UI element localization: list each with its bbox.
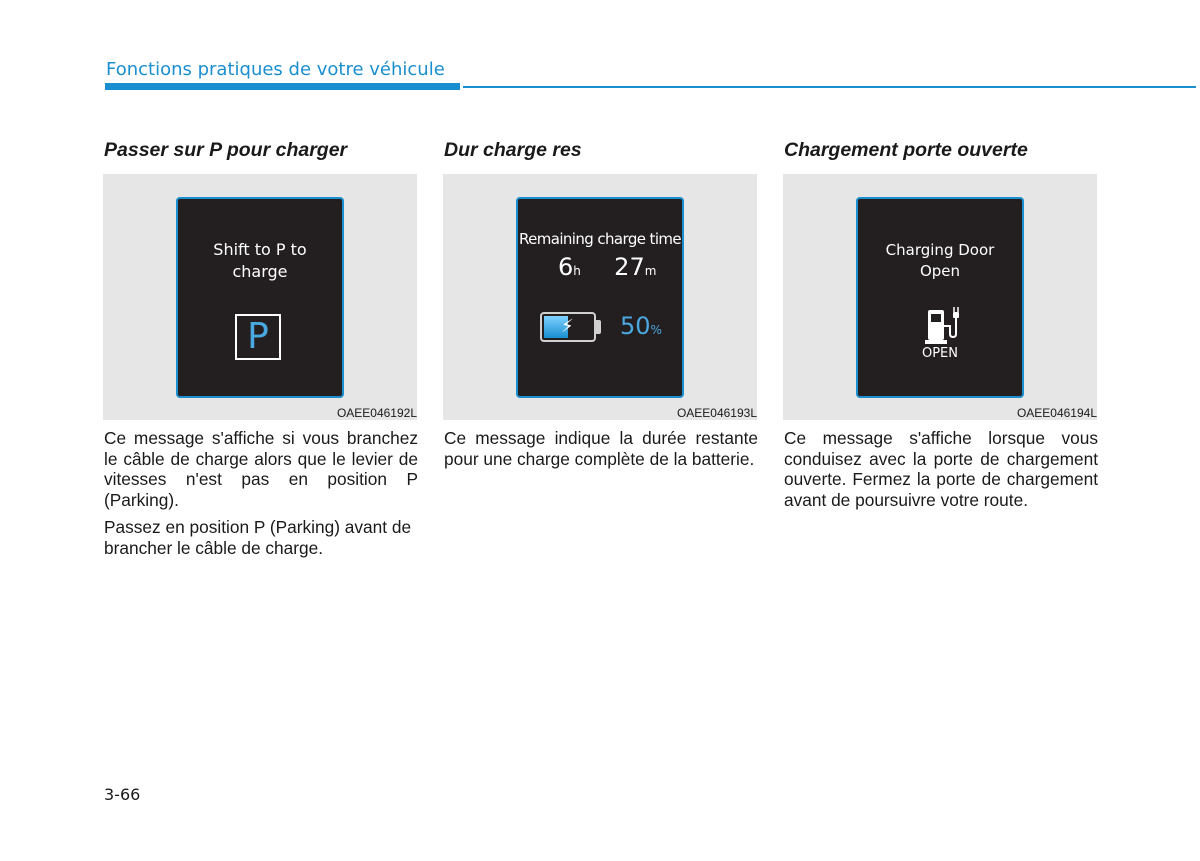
- park-gear-icon: P: [235, 314, 281, 360]
- minutes-unit: m: [644, 264, 657, 278]
- message-line-2: charge: [232, 262, 288, 281]
- hours-unit: h: [573, 264, 581, 278]
- section-title: Passer sur P pour charger: [104, 139, 348, 161]
- paragraph: Ce message indique la durée restante pour une charge complète de la batterie.: [444, 428, 758, 469]
- figure-code: OAEE046193L: [676, 406, 757, 420]
- section-description: [444, 428, 758, 476]
- figure-code: OAEE046194L: [1016, 406, 1097, 420]
- message-line-1: Charging Door: [885, 241, 995, 259]
- paragraph: Ce message s'affiche lorsque vous conduisez avec la porte de chargement ouverte. Fermez la porte de chargement avant de poursuivre votre route.: [784, 428, 1098, 510]
- header-accent-bar: [105, 83, 460, 90]
- paragraph: Ce message s'affiche si vous branchez le câble de charge alors que le levier de vitesses n'est pas en position P (Parking).: [104, 428, 418, 510]
- message-line-2: Open: [919, 262, 961, 280]
- figure-charging-door-open: [783, 174, 1097, 420]
- cluster-display: [176, 197, 344, 398]
- figure-code: OAEE046192L: [336, 406, 417, 420]
- charging-station-icon: [922, 304, 962, 348]
- battery-terminal: [596, 320, 601, 334]
- percent-unit: %: [650, 323, 662, 337]
- section-description: [784, 428, 1098, 517]
- cluster-display: [516, 197, 684, 398]
- figure-shift-to-p: [103, 174, 417, 420]
- minutes-value: 27: [614, 253, 645, 281]
- header-rule: [463, 86, 1196, 88]
- section-description: [104, 428, 418, 565]
- message-line-1: Shift to P to: [213, 240, 307, 259]
- paragraph: Passez en position P (Parking) avant de brancher le câble de charge.: [104, 517, 412, 558]
- section-remaining-charge: [444, 138, 758, 469]
- header-title: Fonctions pratiques de votre véhicule: [106, 59, 445, 80]
- remaining-charge-label: Remaining charge time: [518, 230, 682, 248]
- cluster-display: [856, 197, 1024, 398]
- remaining-time: [558, 253, 656, 281]
- section-shift-to-p: [104, 138, 418, 558]
- battery-percent: [620, 312, 662, 340]
- figure-remaining-charge: [443, 174, 757, 420]
- lightning-bolt-icon: ⚡: [561, 316, 574, 337]
- door-status-label: OPEN: [921, 346, 958, 361]
- percent-value: 50: [620, 312, 651, 340]
- section-title: Chargement porte ouverte: [784, 139, 1028, 161]
- section-title: Dur charge res: [444, 139, 582, 161]
- hours-value: 6: [558, 253, 574, 281]
- section-charging-door-open: [784, 138, 1098, 510]
- page-number: 3-66: [104, 785, 141, 804]
